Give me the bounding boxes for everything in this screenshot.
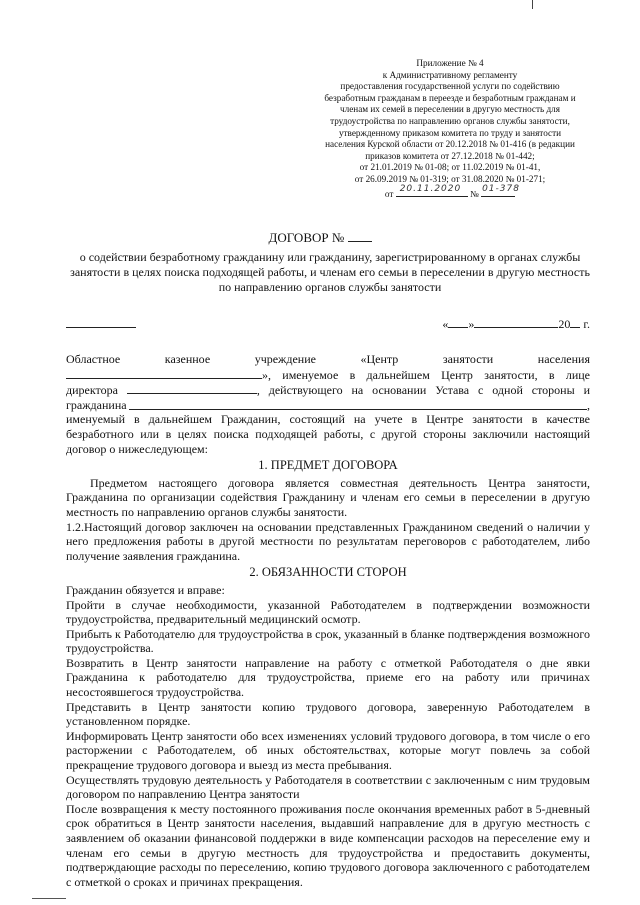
citizen-name-blank [129, 398, 587, 410]
preamble-line [66, 398, 590, 413]
appendix-last-line [300, 183, 600, 201]
date-year: 20 [558, 317, 571, 331]
list-item: Осуществлять трудовую деятельность у Работодателя в соответствии с заключенным с ним трудовым договором по направлению Центра занятости [66, 772, 590, 802]
appendix-line: населения Курской области от 20.12.2018 № 01-416 (в редакции [325, 139, 575, 150]
section-heading: 2. ОБЯЗАННОСТИ СТОРОН [249, 565, 407, 580]
director-name-blank [127, 382, 257, 394]
list-item: Прибыть к Работодателю для трудоустройства в срок, указанный в бланке подтверждения возможного трудоустройства. [66, 626, 590, 656]
date-close-quote: » [468, 317, 475, 331]
appendix-line: от 26.09.2019 № 01-319; от 31.08.2020 № 01-271; [354, 173, 546, 184]
paragraph: Гражданин обязуется и вправе: [66, 582, 225, 597]
appendix-number-sign: № [470, 188, 479, 199]
contract-number-blank [348, 230, 372, 242]
appendix-header [300, 58, 600, 200]
preamble-text: гражданина [66, 397, 127, 412]
day-blank [448, 316, 468, 328]
center-name-blank [66, 367, 262, 379]
preamble-comma: , [587, 397, 590, 412]
appendix-line: предоставления государственной услуги по содействию [340, 81, 560, 92]
preamble-line: Областное казенное учреждение «Центр занятости населения [66, 352, 590, 366]
list-item: Возвратить в Центр занятости направление на работу с отметкой Работодателя о дне явки Гражданина к работодателю для трудоустройства, приеме его на работу или причинах несостоявшегося трудоустройства. [66, 655, 590, 700]
appendix-line: утвержденному приказом комитета по труду и занятости [338, 127, 562, 138]
contract-title-text: ДОГОВОР № [268, 230, 345, 245]
paragraph: 1.2.Настоящий договор заключен на основании представленных Гражданином сведений о наличии у него предложения работы в другой местности по результатам переговоров с работодателем, либо получение заявления гражданина. [66, 519, 590, 563]
appendix-line: трудоустройства по направлению органов службы занятости, [330, 115, 570, 126]
preamble-line [66, 367, 590, 383]
place-blank [66, 327, 136, 328]
appendix-line: Приложение № 4 [416, 58, 484, 68]
date-row [66, 316, 590, 332]
paragraph: Предметом настоящего договора является совместная деятельность Центра занятости, Гражданина по организации содействия Гражданину и членам его семьи в переселении в другую местность по направлению органов службы занятости. [66, 475, 590, 519]
year-blank [570, 316, 580, 328]
appendix-line: членам их семей в переселении в другую местность для [340, 104, 560, 115]
appendix-line: от 21.01.2019 № 01-08; от 11.02.2019 № 01-41, [359, 162, 541, 173]
date-open-quote: « [442, 317, 449, 331]
list-item: Пройти в случае необходимости, указанной Работодателем в подтверждении возможности трудоустройства, предварительный медицинский осмотр. [66, 597, 590, 627]
contract-subtitle: о содействии безработному гражданину или гражданину, зарегистрированному в органах службы занятости в целях поиска подходящей работы, и членам его семьи в переселении в другую местность по направлению органов службы занятости [70, 250, 590, 294]
list-item: Представить в Центр занятости копию трудового договора, заверенную Работодателем в установленном порядке. [66, 699, 590, 729]
appendix-line: безработным гражданам в переезде и безработным гражданам и [324, 92, 576, 103]
date-suffix: г. [583, 317, 590, 331]
contract-title [0, 230, 640, 246]
appendix-line: к Административному регламенту [382, 69, 518, 80]
contract-body [66, 352, 590, 889]
handwritten-number: 01-378 [482, 183, 520, 194]
preamble-text: , действующего на основании Устава с одной стороны и [256, 383, 590, 398]
appendix-from: от [384, 188, 394, 199]
scan-mark [532, 0, 533, 9]
preamble-text: », именуемое в дальнейшем Центр занятости, в лице [262, 367, 590, 382]
preamble-text: именуемый в дальнейшем Гражданин, состоящий на учете в Центре занятости в качестве безработного или в целях поиска подходящей работы, с другой стороны заключили настоящий договор о нижеследующем: [66, 412, 590, 456]
section-heading: 1. ПРЕДМЕТ ДОГОВОРА [258, 458, 398, 473]
appendix-line: приказов комитета от 27.12.2018 № 01-442; [365, 150, 535, 161]
preamble-text: директора [66, 383, 118, 398]
handwritten-date-field [396, 183, 468, 197]
month-blank [474, 316, 558, 328]
handwritten-number-field [481, 183, 520, 197]
footer-rule [32, 898, 66, 899]
handwritten-date: 20.11.2020 [399, 183, 462, 194]
contract-date [442, 316, 590, 332]
preamble-line [66, 382, 590, 398]
list-item: Информировать Центр занятости обо всех изменениях условий трудового договора, в том числе о его расторжении с Работодателем, об иных обстоятельствах, которые могут повлечь за собой прекращение трудового договора и выезд из места пребывания. [66, 728, 590, 773]
list-item: После возвращения к месту постоянного проживания после окончания временных работ в 5-дневный срок обратиться в Центр занятости населения, выдавший направление для в другую местность с заявлением об оказании финансовой поддержки в виде компенсации расходов на переселение ему и членам его семьи в другую местность для трудоустройства и предоставить документы, подтверждающие расходы по переселению, копию трудового договора заключенного с работодателем с отметкой о сроках и причинах прекращения. [66, 801, 590, 889]
